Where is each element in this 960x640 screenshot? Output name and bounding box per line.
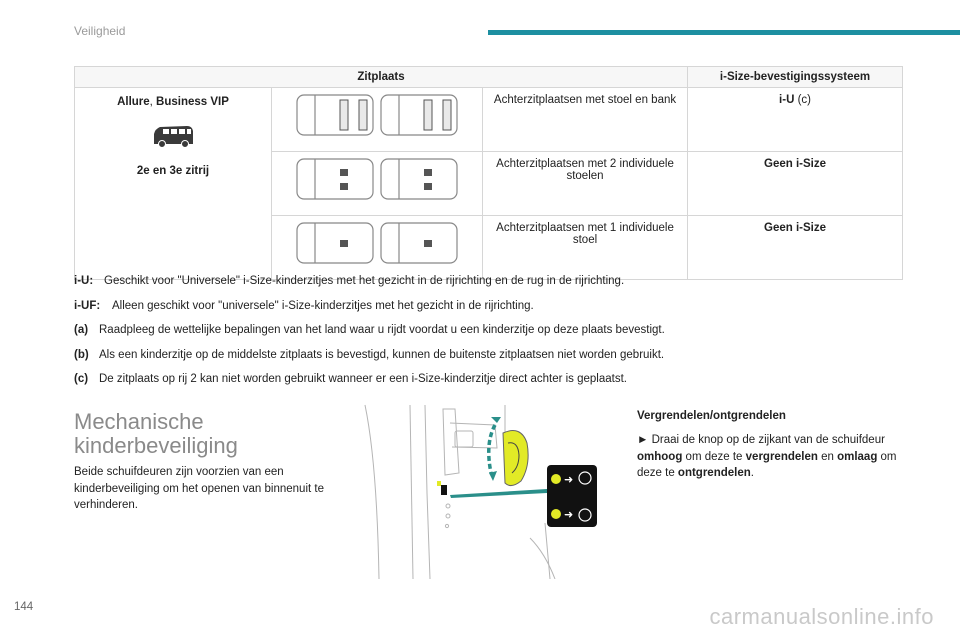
- note-item: i-UF: Alleen geschikt voor "universele" i-Size-kinderzitjes met het gezicht in de rijrichting.: [74, 299, 534, 312]
- model-cell: [75, 88, 272, 280]
- section-header-bar: [488, 30, 960, 35]
- note-item: i-U: Geschikt voor "Universele" i-Size-kinderzitjes met het gezicht in de rijrichting en de rug in de rijrichting.: [74, 275, 625, 287]
- row-desc: Achterzitplaatsen met 2 individuele stoelen: [483, 152, 688, 216]
- model-row-label: 2e en 3e zitrij: [136, 165, 210, 177]
- row-value: Geen i-Size: [688, 152, 903, 216]
- section-header-label: Veiligheid: [74, 24, 126, 38]
- section-body: Beide schuifdeuren zijn voorzien van een kinderbeveiliging om het openen van binnenuit te verhinderen.: [74, 466, 324, 511]
- row-value: i-U (c): [688, 88, 903, 152]
- model-name: Allure, Business VIP: [117, 96, 229, 108]
- svg-text:➜: ➜: [564, 473, 574, 486]
- row-desc: Achterzitplaatsen met 1 individuele stoel: [483, 216, 688, 280]
- row-value: Geen i-Size: [688, 216, 903, 280]
- note-item: (c) De zitplaats op rij 2 kan niet worden gebruikt wanneer er een i-Size-kinderzitje direct achter is geplaatst.: [74, 373, 627, 385]
- col-header-seat: Zitplaats: [75, 67, 688, 88]
- lock-title: Vergrendelen/ontgrendelen: [637, 410, 786, 422]
- row-desc: Achterzitplaatsen met stoel en bank: [483, 88, 688, 152]
- table-notes: [74, 275, 914, 398]
- section-title: Mechanische kinderbeveiliging: [74, 409, 238, 458]
- lock-instructions: ► Draai de knop op de zijkant van de schuifdeur omhoog om deze te vergrendelen en omlaag om deze te ontgrendelen.: [637, 434, 897, 479]
- note-item: (a) Raadpleeg de wettelijke bepalingen van het land waar u rijdt voordat u een kinderzitje op deze plaats bevestigt.: [74, 324, 665, 336]
- seat-layout-two-seats: [272, 152, 483, 216]
- seat-layout-bench: [272, 88, 483, 152]
- seat-layout-one-seat: [272, 216, 483, 280]
- child-lock-illustration: [355, 403, 607, 579]
- page-number: 144: [14, 601, 34, 613]
- col-header-system: i-Size-bevestigingssysteem: [688, 67, 903, 88]
- watermark: carmanualsonline.info: [709, 604, 934, 629]
- isize-table: [74, 66, 903, 280]
- svg-text:➜: ➜: [564, 508, 574, 521]
- van-icon: [83, 122, 263, 153]
- note-item: (b) Als een kinderzitje op de middelste zitplaats is bevestigd, kunnen de buitenste zitplaatsen niet worden gebruikt.: [74, 348, 665, 361]
